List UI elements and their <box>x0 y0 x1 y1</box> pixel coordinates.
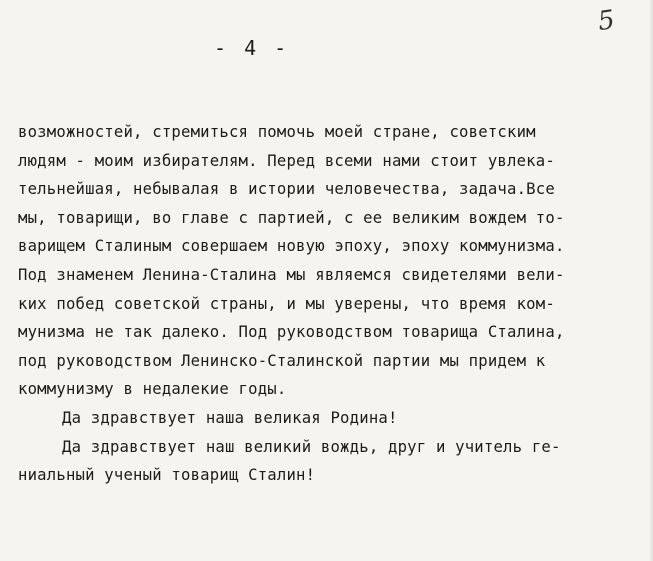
text-line: людям - моим избирателям. Перед всеми нами стоит увлека- <box>18 151 555 170</box>
text-line-indented: Да здравствует наша великая Родина! <box>62 408 398 427</box>
text-line: ниальный ученый товарищ Сталин! <box>18 466 316 485</box>
page-number: - 4 - <box>214 36 290 60</box>
text-line: коммунизму в недалекие годы. <box>18 380 287 399</box>
page-edge-shadow <box>649 0 653 561</box>
text-line: варищем Сталиным совершаем новую эпоху, эпоху коммунизма. <box>18 237 565 256</box>
text-line: Под знаменем Ленина-Сталина мы являемся свидетелями вели- <box>18 265 565 284</box>
text-line: мунизма не так далеко. Под руководством товарища Сталина, <box>18 323 565 342</box>
handwritten-page-mark: 5 <box>595 4 617 38</box>
text-line: мы, товарищи, во главе с партией, с ее великим вождем то- <box>18 208 565 227</box>
text-line: тельнейшая, небывалая в истории человечества, задача.Все <box>18 180 555 199</box>
text-line: ких побед советской страны, и мы уверены, что время ком- <box>18 294 555 313</box>
text-line-indented: Да здравствует наш великий вождь, друг и учитель ге- <box>62 437 561 456</box>
body-text <box>18 118 648 490</box>
text-line: возможностей, стремиться помочь моей стране, советским <box>18 123 536 141</box>
text-line: под руководством Ленинско-Сталинской партии мы придем к <box>18 351 546 370</box>
